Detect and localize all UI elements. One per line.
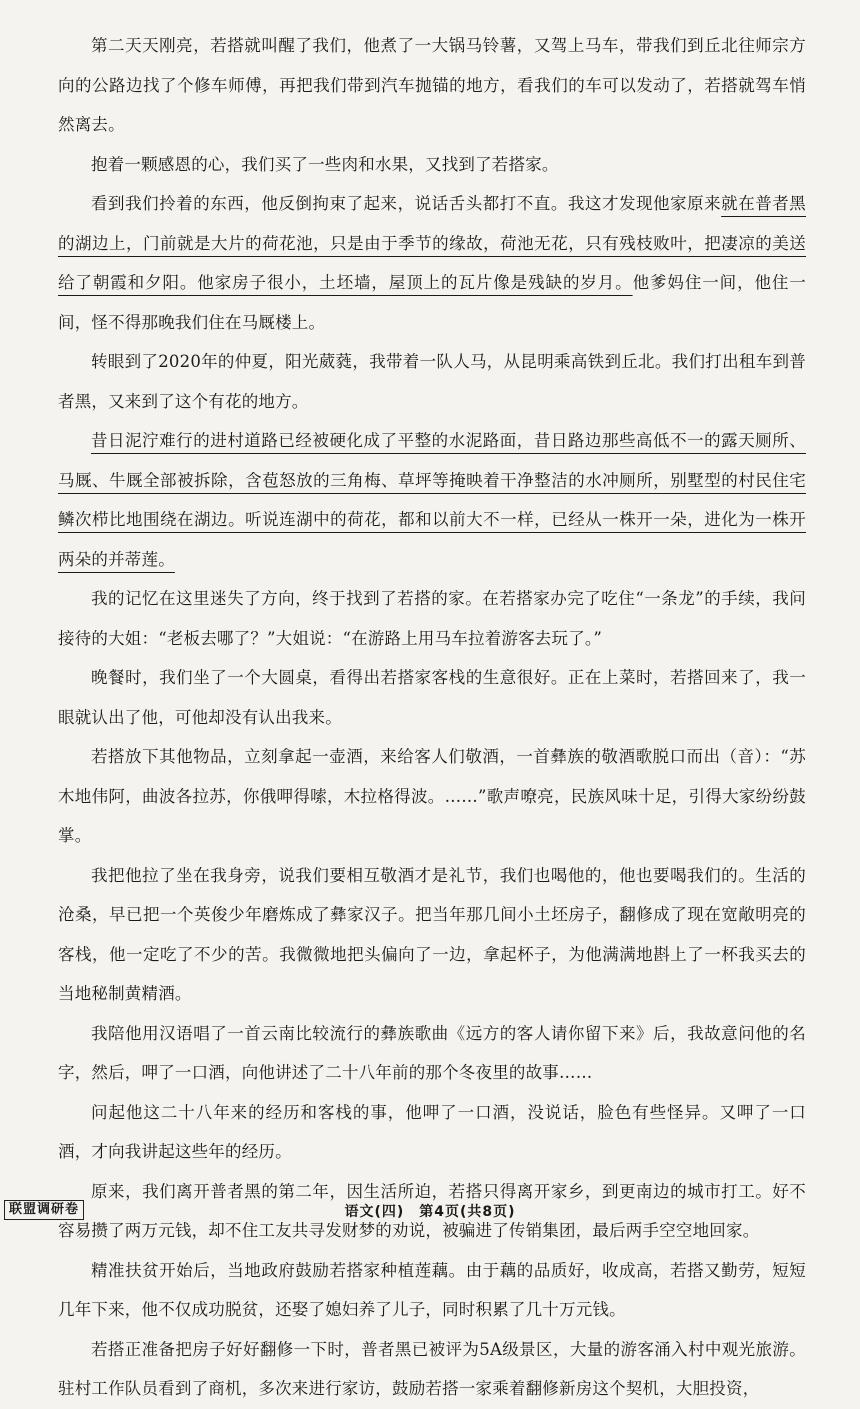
paragraph — [58, 26, 806, 145]
paragraph — [58, 1093, 806, 1172]
paragraph — [58, 1330, 806, 1409]
paragraph — [58, 737, 806, 856]
paragraph — [58, 856, 806, 1014]
paragraph — [58, 579, 806, 658]
paragraph-text: 转眼到了2020年的仲夏，阳光葳蕤，我带着一队人马，从昆明乘高铁到丘北。我们打出租车到普者黑，又来到了这个有花的地方。 — [58, 352, 806, 411]
paragraph-text: 若搭正准备把房子好好翻修一下时，普者黑已被评为5A级景区，大量的游客涌入村中观光旅游。驻村工作队员看到了商机，多次来进行家访，鼓励若搭一家乘着翻修新房这个契机，大胆投资， — [58, 1339, 806, 1398]
paragraph-text: 我把他拉了坐在我身旁，说我们要相互敬酒才是礼节，我们也喝他的，他也要喝我们的。生活的沧桑，早已把一个英俊少年磨炼成了彝家汉子。把当年那几间小土坯房子，翻修成了现在宽敞明亮的客栈，他一定吃了不少的苦。我微微地把头偏向了一边，拿起杯子，为他满满地斟上了一杯我买去的当地秘制黄精酒。 — [58, 865, 806, 1003]
paragraph-text: 第二天天刚亮，若搭就叫醒了我们，他煮了一大锅马铃薯，又驾上马车，带我们到丘北往师宗方向的公路边找了个修车师傅，再把我们带到汽车抛锚的地方，看我们的车可以发动了，若搭就驾车悄然离去。 — [58, 36, 806, 134]
paragraph-text: 他爹妈住一间，他住一间，怪不得那晚我们住在马厩楼上。 — [58, 273, 806, 332]
paragraph — [58, 145, 806, 185]
paragraph-text: 抱着一颗感恩的心，我们买了一些肉和水果，又找到了若搭家。 — [91, 154, 559, 174]
paragraph — [58, 658, 806, 737]
paragraph-text: 我陪他用汉语唱了一首云南比较流行的彝族歌曲《远方的客人请你留下来》后，我故意问他的名字，然后，呷了一口酒，向他讲述了二十八年前的那个冬夜里的故事…… — [58, 1023, 806, 1082]
paragraph — [58, 1014, 806, 1093]
paragraph — [58, 342, 806, 421]
page-footer — [0, 1196, 860, 1228]
underlined-passage: 就在普者黑的湖边上，门前就是大片的荷花池，只是由于季节的缘故，荷池无花，只有残枝败叶，把凄凉的美送给了朝霞和夕阳。他家房子很小，土坯墙，屋顶上的瓦片像是残缺的岁月。 — [58, 194, 806, 292]
paragraph — [58, 1251, 806, 1330]
paragraph — [58, 184, 806, 342]
underlined-passage: 昔日泥泞难行的进村道路已经被硬化成了平整的水泥路面，昔日路边那些高低不一的露天厕所、马厩、牛厩全部被拆除，含苞怒放的三角梅、草坪等掩映着干净整洁的水冲厕所，别墅型的村民住宅鳞次栉比地围绕在湖边。听说连湖中的荷花，都和以前大不一样，已经从一株开一朵，进化为一株开两朵的并蒂莲。 — [58, 431, 806, 569]
paragraph-text: 精准扶贫开始后，当地政府鼓励若搭家种植莲藕。由于藕的品质好，收成高，若搭又勤劳，短短几年下来，他不仅成功脱贫，还娶了媳妇养了儿子，同时积累了几十万元钱。 — [58, 1260, 806, 1319]
paragraph-text: 我的记忆在这里迷失了方向，终于找到了若搭的家。在若搭家办完了吃住“一条龙”的手续，我问接待的大姐：“老板去哪了？”大姐说：“在游路上用马车拉着游客去玩了。” — [58, 589, 806, 648]
paragraph-text: 原来，我们离开普者黑的第二年，因生活所迫，若搭只得离开家乡，到更南边的城市打工。好不容易攒了两万元钱，却不住工友共寻发财梦的劝说，被骗进了传销集团，最后两手空空地回家。 — [58, 1181, 806, 1240]
paragraph-text: 若搭放下其他物品，立刻拿起一壶酒，来给客人们敬酒，一首彝族的敬酒歌脱口而出（音）：“苏木地伟阿，曲波各拉苏，你俄呷得嗦，木拉格得波。……”歌声嘹亮，民族风味十足，引得大家纷纷鼓掌。 — [58, 747, 806, 845]
paragraph-text: 问起他这二十八年来的经历和客栈的事，他呷了一口酒，没说话，脸色有些怪异。又呷了一口酒，才向我讲起这些年的经历。 — [58, 1102, 806, 1161]
exam-series-stamp: 联盟调研卷 — [4, 1200, 84, 1220]
paragraph-text: 看到我们拎着的东西，他反倒拘束了起来，说话舌头都打不直。我这才发现他家原来 — [91, 194, 722, 213]
page-number: 语文(四) 第4页(共8页) — [344, 1204, 516, 1220]
paragraph — [58, 421, 806, 579]
paragraph-text: 晚餐时，我们坐了一个大圆桌，看得出若搭家客栈的生意很好。正在上菜时，若搭回来了，我一眼就认出了他，可他却没有认出我来。 — [58, 668, 806, 727]
